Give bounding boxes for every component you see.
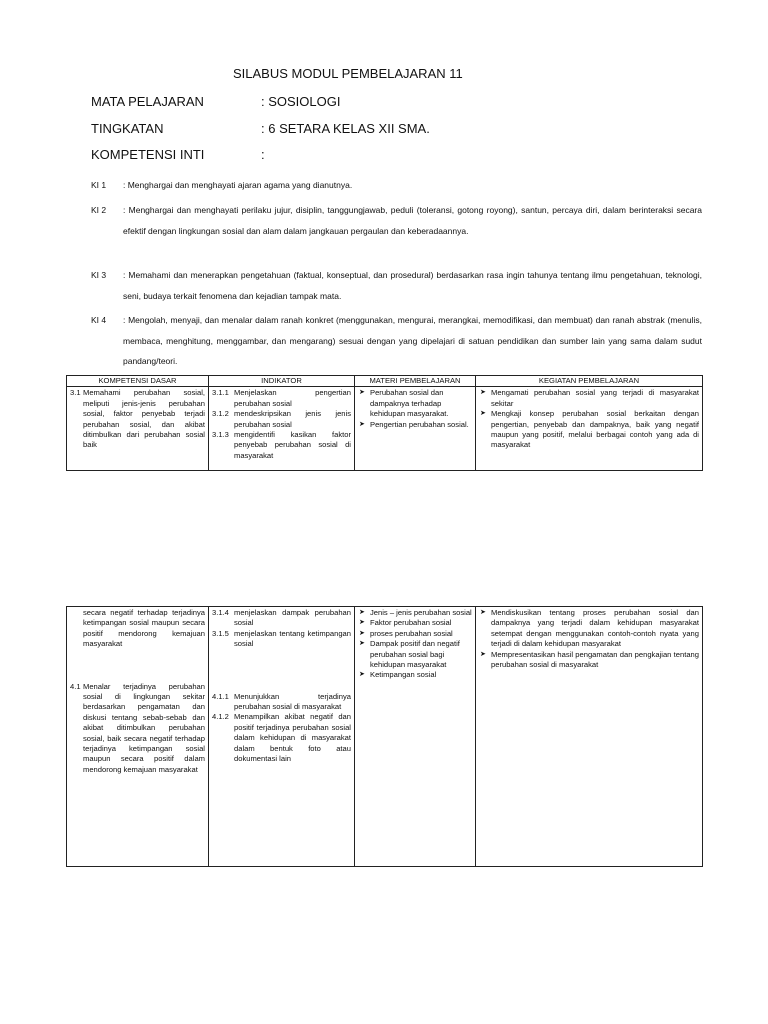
arrow-bullet-icon: ➤ xyxy=(359,640,365,648)
arrow-bullet-icon: ➤ xyxy=(480,609,486,616)
arrow-bullet-icon: ➤ xyxy=(359,619,365,627)
syllabus-table-bottom xyxy=(66,606,703,867)
indikator-cell xyxy=(209,387,355,471)
arrow-bullet-icon: ➤ xyxy=(359,629,365,637)
meta-level xyxy=(91,121,430,136)
arrow-bullet-icon: ➤ xyxy=(359,420,365,428)
meta-label: MATA PELAJARAN xyxy=(91,94,204,109)
ki-label: KI 2 xyxy=(91,205,107,215)
document-title: SILABUS MODUL PEMBELAJARAN 11 xyxy=(233,66,463,81)
indikator-text: Menjelaskan pengertian perubahan sosial xyxy=(234,388,351,408)
meta-label: TINGKATAN xyxy=(91,121,164,136)
indikator-text: Menunjukkan terjadinya perubahan sosial di masyarakat xyxy=(234,691,351,712)
list-item: ➤ Jenis – jenis perubahan sosial xyxy=(359,608,472,617)
kd-text-continued: secara negatif terhadap terjadinya ketimpangan sosial maupun secara positif mendorong kemajuan masyarakat xyxy=(83,608,205,649)
ki-4 xyxy=(91,310,702,374)
list-item: ➤ Perubahan sosial dan dampaknya terhadap kehidupan masyarakat. xyxy=(359,388,449,419)
header-kegiatan: KEGIATAN PEMBELAJARAN xyxy=(476,376,703,387)
list-item: ➤ Mempresentasikan hasil pengamatan dan pengkajian tentang perubahan sosial di masyarakat xyxy=(480,649,699,670)
indikator-text: menjelaskan tentang ketimpangan sosial xyxy=(234,628,351,649)
kd-cell xyxy=(67,387,209,471)
arrow-bullet-icon: ➤ xyxy=(480,650,486,658)
ki-1 xyxy=(91,175,702,197)
table-row xyxy=(67,387,703,471)
materi-cell xyxy=(355,387,476,471)
kd-number: 3.1 xyxy=(70,388,81,398)
indikator-text: Menampilkan akibat negatif dan positif terjadinya perubahan sosial dalam kehidupan di masyarakat dalam bentuk foto atau dokumentasi lain xyxy=(234,712,351,764)
header-materi: MATERI PEMBELAJARAN xyxy=(355,376,476,387)
kegiatan-cell xyxy=(476,607,703,867)
arrow-bullet-icon: ➤ xyxy=(359,609,365,616)
materi-cell xyxy=(355,607,476,867)
kd-text: Menalar terjadinya perubahan sosial di lingkungan sekitar berdasarkan pengamatan dan diskusi tentang sebab-sebab dan akibat ditimbulkan perubahan sosial, baik secara negatif terhadap terjadinya ketimpangan sosial maupun secara positif dalam mendorong kemajuan masyarakat xyxy=(83,681,205,774)
kd-number: 4.1 xyxy=(70,681,81,691)
indikator-number: 4.1.2 xyxy=(212,712,229,722)
list-item: ➤ Pengertian perubahan sosial. xyxy=(359,419,469,429)
indikator-text: menjelaskan dampak perubahan sosial xyxy=(234,608,351,628)
list-item: ➤ Mendiskusikan tentang proses perubahan sosial dan dampaknya yang terjadi dalam kehidupan masyarakat setempat dengan menggunakan contoh-contoh nyata yang terjadi di dalam kehidupan masyarakat xyxy=(480,608,699,649)
ki-text: : Mengolah, menyaji, dan menalar dalam ranah konkret (menggunakan, mengurai, merangkai, memodifikasi, dan membuat) dan ranah abstrak (menulis, membaca, menghitung, menggambar, dan mengarang) sesuai dengan yang dipelajari di satuan pendidikan dan sumber lain yang sama dalam sudut pandang/teori. xyxy=(123,315,702,366)
ki-label: KI 4 xyxy=(91,315,107,325)
ki-label: KI 3 xyxy=(91,270,107,280)
indikator-text: mengidentifi kasikan faktor penyebab perubahan sosial di masyarakat xyxy=(234,430,351,460)
list-item: ➤ Dampak positif dan negatif perubahan sosial bagi kehidupan masyarakat xyxy=(359,639,460,670)
kd-cell xyxy=(67,607,209,867)
indikator-number: 3.1.5 xyxy=(212,628,229,638)
arrow-bullet-icon: ➤ xyxy=(480,389,486,397)
meta-value: : xyxy=(261,147,265,162)
meta-value: : SOSIOLOGI xyxy=(261,94,341,109)
arrow-bullet-icon: ➤ xyxy=(359,671,365,679)
indikator-number: 3.1.2 xyxy=(212,409,229,419)
arrow-bullet-icon: ➤ xyxy=(480,410,486,418)
meta-label: KOMPETENSI INTI xyxy=(91,147,205,162)
indikator-text: mendeskripsikan jenis jenis perubahan sosial xyxy=(234,409,351,429)
header-indikator: INDIKATOR xyxy=(209,376,355,387)
table-row xyxy=(67,607,703,867)
list-item: ➤ Mengkaji konsep perubahan sosial berkaitan dengan pengertian, penyebab dan dampaknya, baik yang negatif maupun yang positif, melalui berbagai contoh yang ada di masyarakat xyxy=(480,409,699,450)
indikator-number: 3.1.1 xyxy=(212,388,229,398)
header-kompetensi-dasar: KOMPETENSI DASAR xyxy=(67,376,209,387)
arrow-bullet-icon: ➤ xyxy=(359,389,365,397)
ki-text: : Memahami dan menerapkan pengetahuan (faktual, konseptual, dan prosedural) berdasarkan rasa ingin tahunya tentang ilmu pengetahuan, teknologi, seni, budaya terkait fenomena dan kejadian tampak mata. xyxy=(123,270,702,301)
meta-subject xyxy=(91,94,341,109)
list-item: ➤ Ketimpangan sosial xyxy=(359,670,437,680)
kegiatan-cell xyxy=(476,387,703,471)
list-item: ➤ Faktor perubahan sosial xyxy=(359,618,452,628)
list-item: ➤ proses perubahan sosial xyxy=(359,628,453,638)
ki-2 xyxy=(91,200,702,264)
ki-label: KI 1 xyxy=(91,180,107,190)
kd-text: Memahami perubahan sosial, meliputi jenis-jenis perubahan sosial, faktor penyebab terjadi perubahan sosial, dan akibat ditimbulkan dari perubahan sosial baik xyxy=(83,388,205,450)
indikator-cell xyxy=(209,607,355,867)
list-item: ➤ Mengamati perubahan sosial yang terjadi di masyarakat sekitar xyxy=(480,388,699,408)
indikator-number: 3.1.3 xyxy=(212,430,229,440)
ki-3 xyxy=(91,265,702,307)
meta-core-competence xyxy=(91,147,265,162)
syllabus-table-top xyxy=(66,375,703,471)
ki-text: : Menghargai dan menghayati ajaran agama yang dianutnya. xyxy=(123,180,353,190)
meta-value: : 6 SETARA KELAS XII SMA. xyxy=(261,121,430,136)
indikator-number: 3.1.4 xyxy=(212,608,229,617)
ki-text: : Menghargai dan menghayati perilaku jujur, disiplin, tanggungjawab, peduli (toleransi, gotong royong), santun, percaya diri, dalam berinteraksi secara efektif dengan lingkungan sosial dan alam dalam jangkauan pergaulan dan keberadaannya. xyxy=(123,205,702,236)
indikator-number: 4.1.1 xyxy=(212,691,229,701)
